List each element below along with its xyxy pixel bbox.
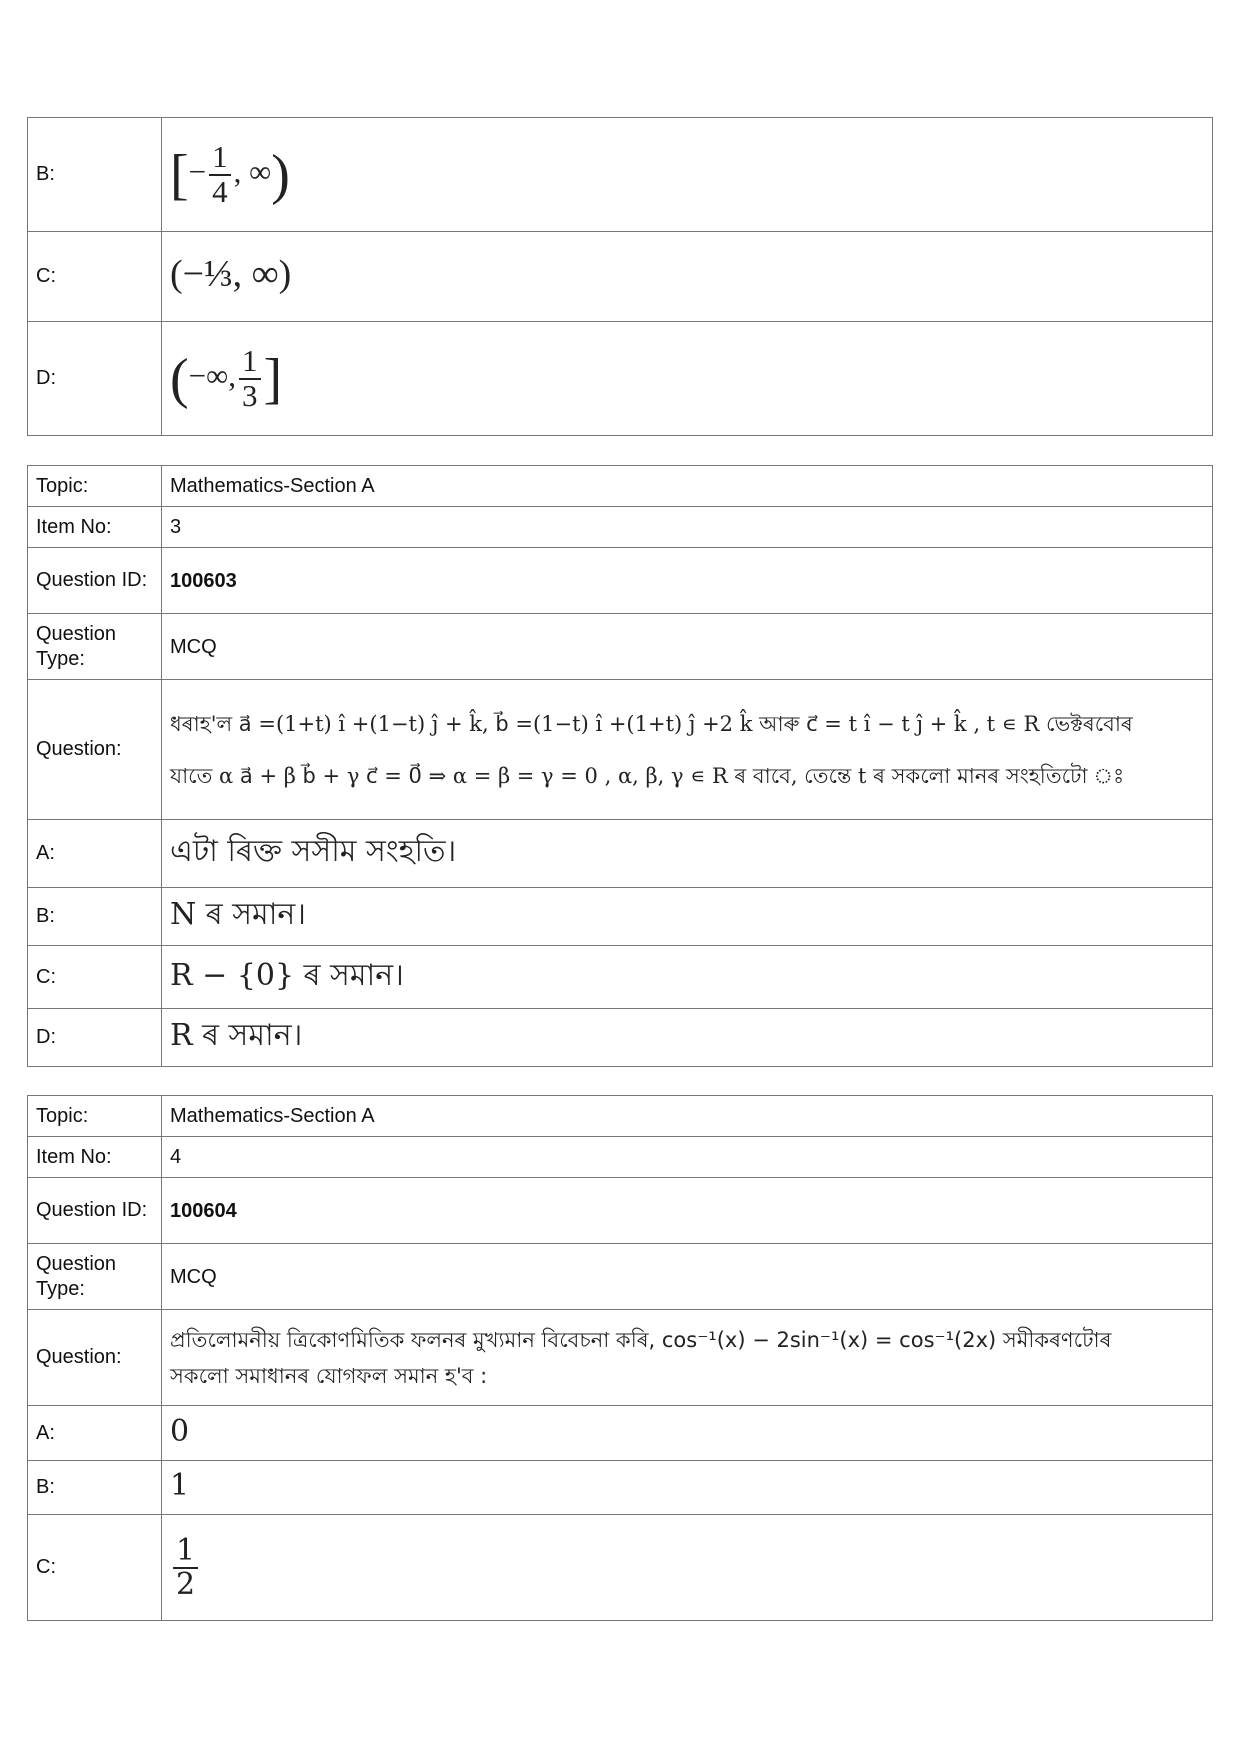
- interval-expression: (−⅓, ∞): [170, 252, 292, 295]
- option-row: [28, 946, 1213, 1009]
- option-label: A:: [28, 820, 162, 888]
- option-label: B:: [28, 118, 162, 232]
- option-row: [28, 322, 1213, 436]
- topic-value: Mathematics-Section A: [162, 466, 1213, 507]
- option-row: [28, 1009, 1213, 1067]
- question-type-label: Question Type:: [28, 614, 162, 680]
- question-type-row: [28, 1244, 1213, 1310]
- topic-label: Topic:: [28, 1096, 162, 1137]
- option-label: C:: [28, 1515, 162, 1621]
- fraction: $\frac{1}{2}$: [173, 1535, 198, 1600]
- question-id-value: 100604: [162, 1178, 1213, 1244]
- question-3-table: [27, 465, 1213, 1067]
- option-row: [28, 1461, 1213, 1515]
- question-text: [162, 1310, 1213, 1406]
- option-text: 0: [170, 1413, 190, 1449]
- question-text: [162, 680, 1213, 820]
- option-text: R ৰ সমান।: [170, 1018, 303, 1053]
- question-line-1: ধৰাহ'ল a⃗ =(1+t) î +(1−t) ĵ + k̂, b⃗ =(1−t) î +(1+t) ĵ +2 k̂ আৰু c⃗ = t î − t ĵ + k̂ , t ∊ R ভেক্টৰবোৰ: [170, 711, 1133, 736]
- option-row: [28, 1406, 1213, 1461]
- question-id-row: [28, 1178, 1213, 1244]
- fraction: $\frac{1}{4}$: [209, 141, 231, 208]
- option-value: [162, 820, 1213, 888]
- question-id-label: Question ID:: [28, 548, 162, 614]
- question-type-row: [28, 614, 1213, 680]
- question-4-table: [27, 1095, 1213, 1621]
- item-label: Item No:: [28, 507, 162, 548]
- option-row: [28, 1515, 1213, 1621]
- question-type-value: MCQ: [162, 1244, 1213, 1310]
- question-line-1: প্ৰতিলোমনীয় ত্ৰিকোণমিতিক ফলনৰ মুখ্যমান বিবেচনা কৰি, cos⁻¹(x) − 2sin⁻¹(x) = cos⁻¹(2x) সমীকৰণটোৰ: [170, 1327, 1112, 1352]
- option-value: [162, 1406, 1213, 1461]
- option-value: [162, 1009, 1213, 1067]
- topic-label: Topic:: [28, 466, 162, 507]
- question-label: Question:: [28, 680, 162, 820]
- option-value: [162, 946, 1213, 1009]
- question-line-2: যাতে α a⃗ + β b⃗ + γ c⃗ = 0⃗ ⇒ α = β = γ = 0 , α, β, γ ∊ R ৰ বাবে, তেন্তে t ৰ সকলো মানৰ সংহতিটো ঃ: [170, 763, 1125, 788]
- question-id-value: 100603: [162, 548, 1213, 614]
- interval-expression: [− $\frac{1}{4}$ , ∞): [170, 138, 290, 209]
- option-value: [162, 118, 1213, 232]
- topic-row: [28, 466, 1213, 507]
- option-label: C:: [28, 232, 162, 322]
- option-value: [162, 1515, 1213, 1621]
- option-value: [162, 888, 1213, 946]
- question-line-2: সকলো সমাধানৰ যোগফল সমান হ'ব :: [170, 1363, 488, 1388]
- question-type-value: MCQ: [162, 614, 1213, 680]
- option-text: 1: [170, 1468, 190, 1503]
- option-text: R − {0} ৰ সমান।: [170, 957, 404, 993]
- option-label: A:: [28, 1406, 162, 1461]
- question-id-label: Question ID:: [28, 1178, 162, 1244]
- item-value: 3: [162, 507, 1213, 548]
- question-label: Question:: [28, 1310, 162, 1406]
- option-row: [28, 888, 1213, 946]
- option-label: B:: [28, 1461, 162, 1515]
- option-label: D:: [28, 1009, 162, 1067]
- interval-expression: (−∞, $\frac{1}{3}$ ]: [170, 342, 283, 413]
- option-row: [28, 820, 1213, 888]
- item-row: [28, 507, 1213, 548]
- option-value: [162, 322, 1213, 436]
- option-row: [28, 232, 1213, 322]
- option-row: [28, 118, 1213, 232]
- option-label: D:: [28, 322, 162, 436]
- question-row: [28, 680, 1213, 820]
- question-row: [28, 1310, 1213, 1406]
- topic-row: [28, 1096, 1213, 1137]
- option-text: এটা ৰিক্ত সসীম সংহতি।: [170, 834, 457, 869]
- question-2-options-table: [27, 117, 1213, 436]
- option-label: B:: [28, 888, 162, 946]
- item-row: [28, 1137, 1213, 1178]
- question-type-label: Question Type:: [28, 1244, 162, 1310]
- item-label: Item No:: [28, 1137, 162, 1178]
- option-text: N ৰ সমান।: [170, 897, 307, 932]
- question-id-row: [28, 548, 1213, 614]
- topic-value: Mathematics-Section A: [162, 1096, 1213, 1137]
- item-value: 4: [162, 1137, 1213, 1178]
- fraction: $\frac{1}{3}$: [239, 345, 261, 412]
- option-value: [162, 232, 1213, 322]
- option-label: C:: [28, 946, 162, 1009]
- option-value: [162, 1461, 1213, 1515]
